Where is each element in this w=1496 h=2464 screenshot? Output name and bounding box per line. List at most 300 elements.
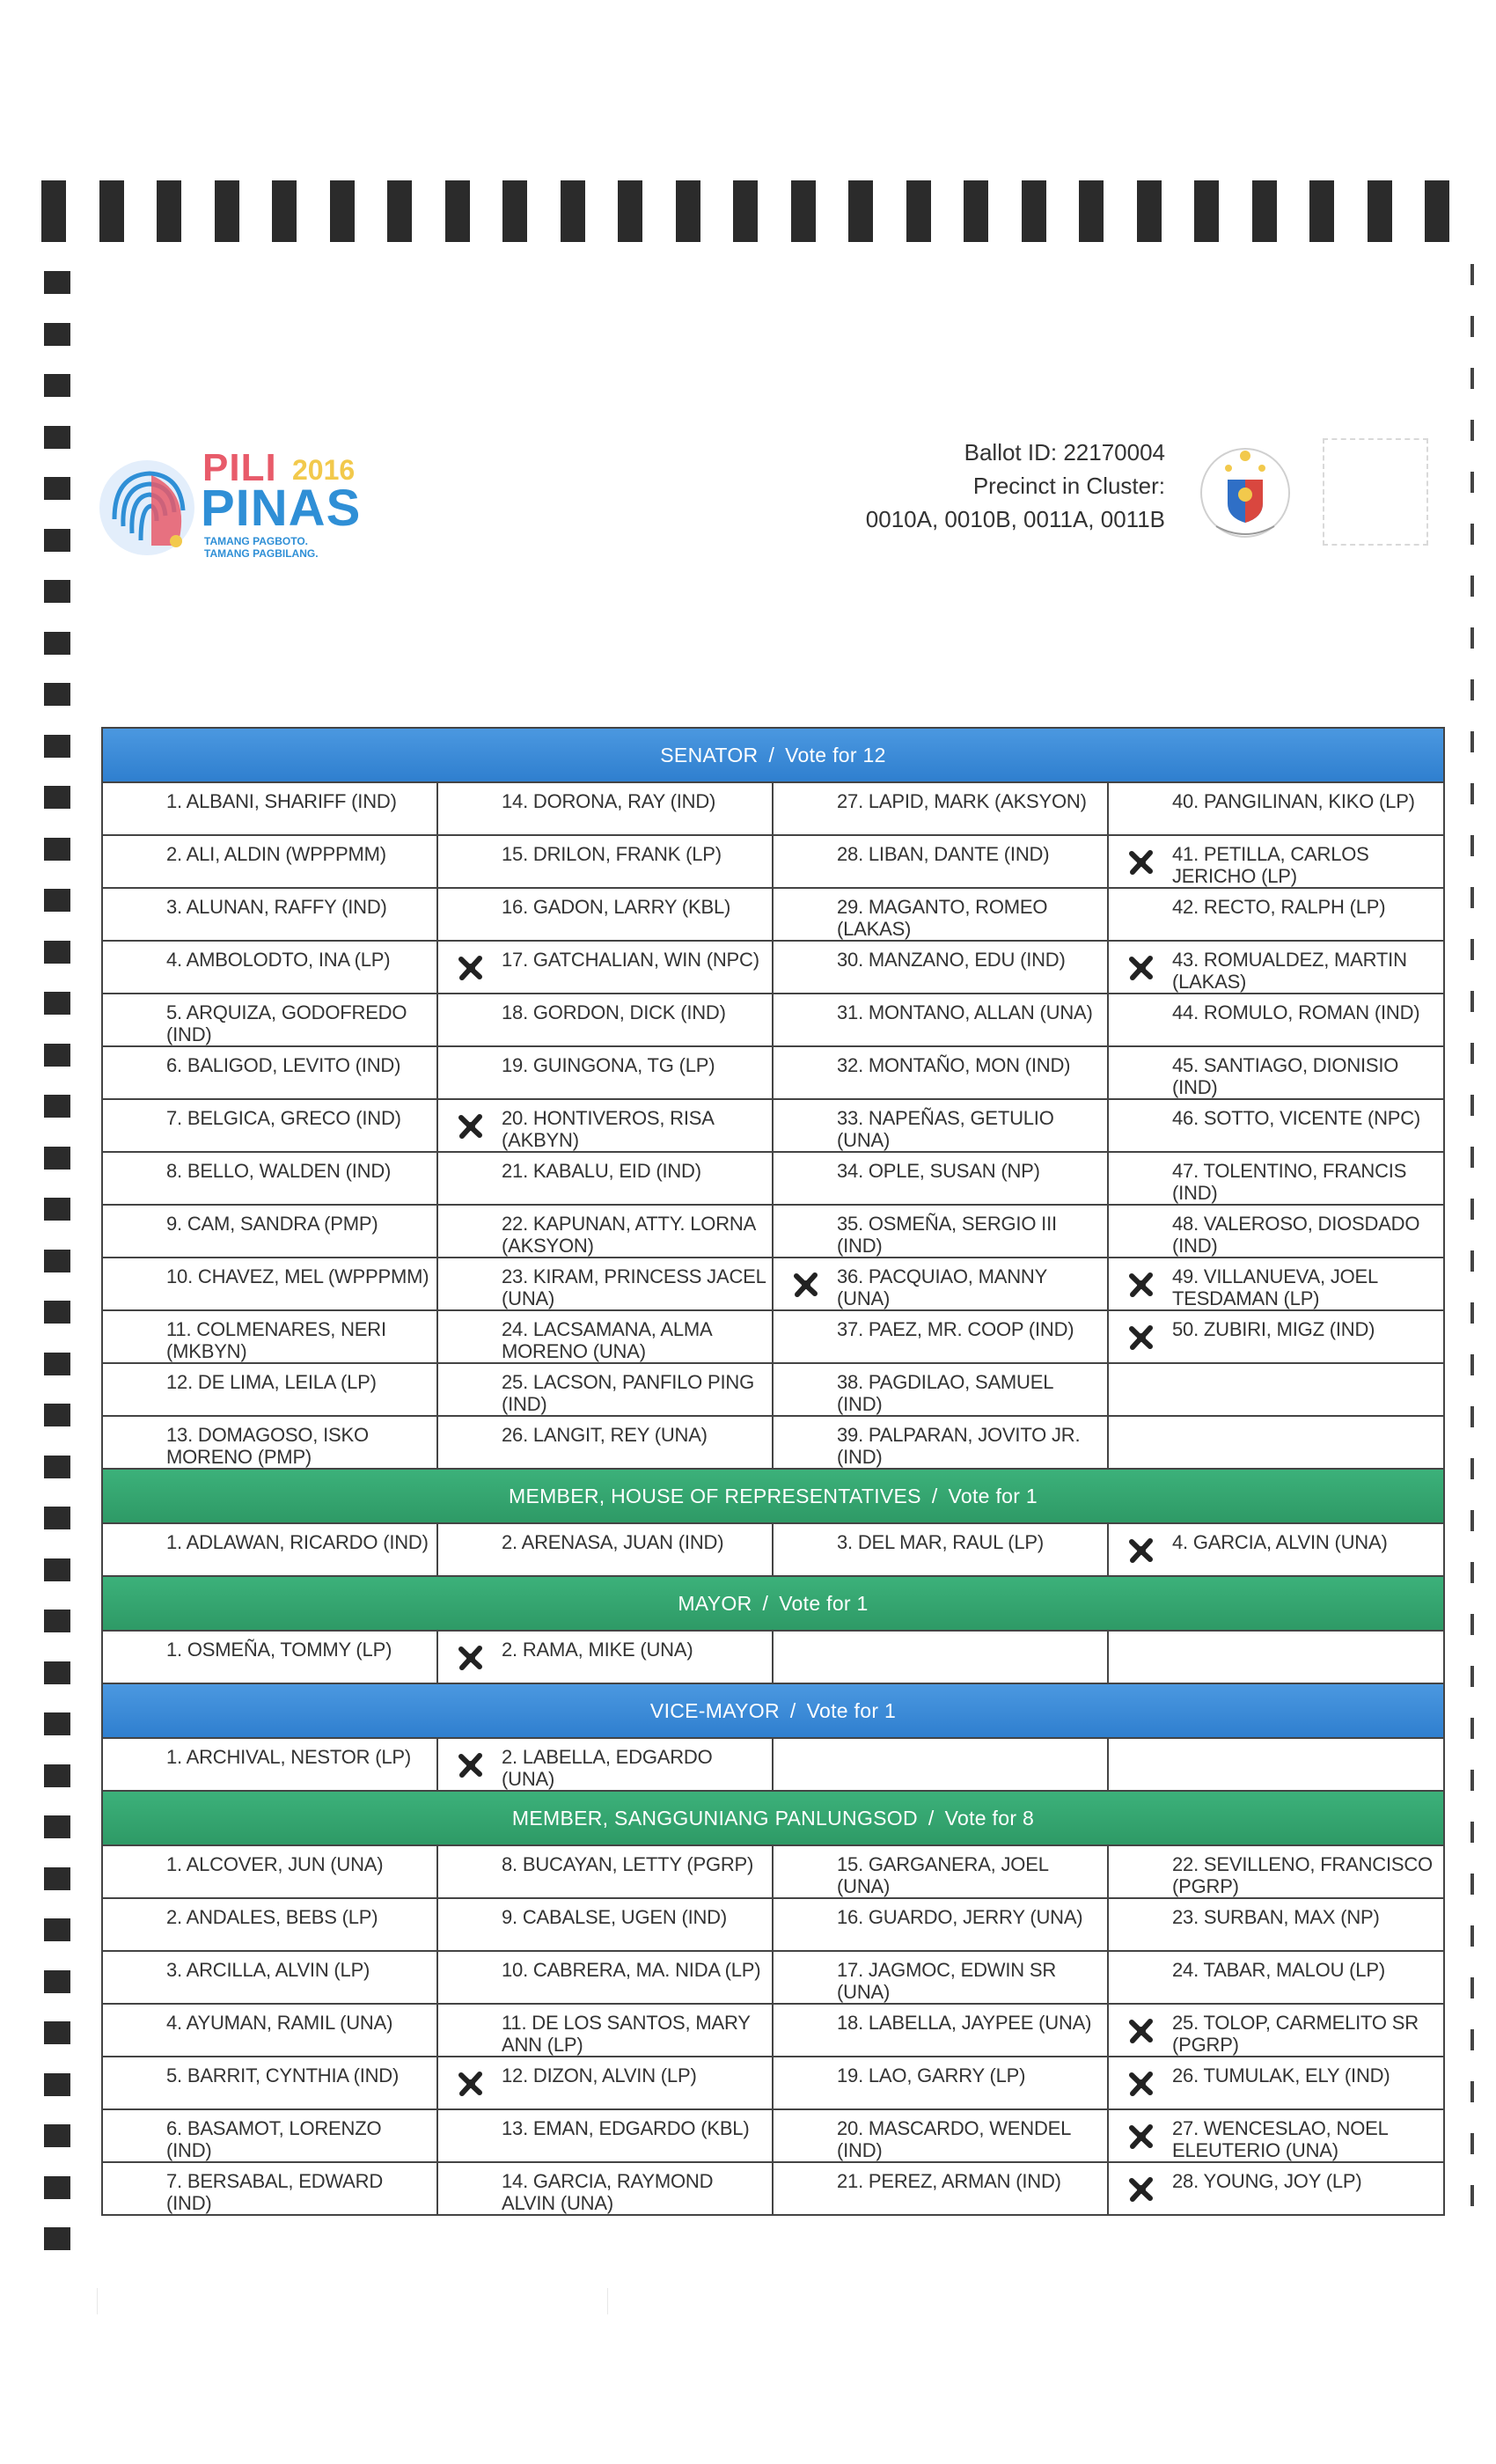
candidate-cell[interactable]: [103, 1632, 438, 1683]
faint-mark: [97, 2288, 98, 2314]
vote-mark-icon[interactable]: [451, 1644, 491, 1672]
vote-oval-icon[interactable]: [1121, 1060, 1162, 1088]
candidate-cell[interactable]: [103, 1311, 438, 1362]
candidate-name: 1. ALBANI, SHARIFF (IND): [166, 790, 397, 812]
ballot-id: Ballot ID: 22170004: [964, 439, 1165, 466]
candidate-name: 28. YOUNG, JOY (LP): [1172, 2170, 1362, 2192]
vote-mark-icon[interactable]: [786, 1271, 826, 1299]
timing-mark: [44, 1712, 70, 1735]
vote-mark-icon[interactable]: [451, 1751, 491, 1779]
vote-oval-icon[interactable]: [786, 1859, 826, 1887]
candidate-cell[interactable]: [1109, 836, 1443, 887]
vote-oval-icon[interactable]: [451, 901, 491, 929]
timing-mark: [44, 1353, 70, 1375]
vote-for-label: Vote for 1: [806, 1698, 897, 1722]
edge-tick: [1470, 1510, 1474, 1531]
timing-mark: [44, 477, 70, 500]
candidate-cell[interactable]: [103, 1206, 438, 1257]
edge-tick: [1470, 524, 1474, 545]
timing-mark: [44, 1301, 70, 1324]
vote-mark-icon[interactable]: [1121, 2070, 1162, 2098]
timing-mark: [44, 1918, 70, 1941]
candidate-cell[interactable]: [103, 1899, 438, 1950]
candidate-cell[interactable]: [774, 2163, 1109, 2214]
candidate-name: 36. PACQUIAO, MANNY (UNA): [837, 1265, 1047, 1309]
vote-mark-icon[interactable]: [1121, 1536, 1162, 1565]
ballot-row: [103, 889, 1443, 942]
candidate-cell[interactable]: [774, 2110, 1109, 2161]
timing-mark: [1309, 180, 1334, 242]
vote-oval-icon[interactable]: [786, 1060, 826, 1088]
candidate-cell[interactable]: [774, 1952, 1109, 2003]
candidate-cell[interactable]: [103, 1100, 438, 1151]
edge-tick: [1470, 1354, 1474, 1375]
vote-oval-icon[interactable]: [451, 1911, 491, 1940]
vote-oval-icon[interactable]: [451, 1324, 491, 1352]
candidate-name: 17. JAGMOC, EDWIN SR (UNA): [837, 1959, 1057, 2003]
candidate-cell[interactable]: [438, 1153, 774, 1204]
candidate-name: 25. LACSON, PANFILO PING (IND): [502, 1371, 754, 1415]
candidate-name: 3. ALUNAN, RAFFY (IND): [166, 896, 387, 918]
candidate-cell[interactable]: [774, 2057, 1109, 2108]
candidate-cell[interactable]: [774, 942, 1109, 993]
candidate-cell[interactable]: [438, 1311, 774, 1362]
timing-mark: [44, 580, 70, 603]
logo-year-text: 2016: [292, 454, 356, 486]
ballot-row: [103, 1739, 1443, 1792]
timing-mark: [44, 1867, 70, 1890]
vote-for-label: Vote for 1: [779, 1591, 869, 1615]
candidate-cell[interactable]: [1109, 1258, 1443, 1309]
timing-mark: [964, 180, 988, 242]
vote-oval-icon[interactable]: [786, 1536, 826, 1565]
timing-mark: [44, 1095, 70, 1118]
timing-mark: [44, 1198, 70, 1221]
candidate-cell[interactable]: [1109, 1311, 1443, 1362]
timing-mark: [44, 683, 70, 706]
candidate-cell[interactable]: [103, 1952, 438, 2003]
candidate-name: 19. LAO, GARRY (LP): [837, 2064, 1026, 2086]
timing-mark: [387, 180, 412, 242]
edge-tick: [1470, 1250, 1474, 1272]
vote-oval-icon[interactable]: [115, 954, 156, 982]
candidate-cell[interactable]: [774, 1524, 1109, 1575]
candidate-name: 27. WENCESLAO, NOEL ELEUTERIO (UNA): [1172, 2117, 1388, 2161]
candidate-name: 23. KIRAM, PRINCESS JACEL (UNA): [502, 1265, 766, 1309]
edge-tick: [1470, 2185, 1474, 2206]
vote-oval-icon[interactable]: [786, 2123, 826, 2151]
candidate-cell[interactable]: [1109, 1952, 1443, 2003]
candidate-name: 21. PEREZ, ARMAN (IND): [837, 2170, 1061, 2192]
section-header-vice-mayor: [103, 1684, 1443, 1739]
timing-mark: [215, 180, 239, 242]
timing-mark: [44, 2124, 70, 2147]
vote-oval-icon[interactable]: [115, 2123, 156, 2151]
candidate-cell[interactable]: [438, 1258, 774, 1309]
vote-mark-icon[interactable]: [1121, 1271, 1162, 1299]
faint-mark: [607, 2288, 608, 2314]
empty-cell: [1109, 1417, 1443, 1468]
candidate-cell[interactable]: [103, 1047, 438, 1098]
timing-mark: [791, 180, 816, 242]
vote-oval-icon[interactable]: [451, 1007, 491, 1035]
edge-tick: [1470, 1822, 1474, 1843]
vote-mark-icon[interactable]: [451, 2070, 491, 2098]
candidate-cell[interactable]: [438, 994, 774, 1045]
vote-for-label: Vote for 8: [944, 1806, 1035, 1830]
candidate-cell[interactable]: [438, 1739, 774, 1790]
vote-oval-icon[interactable]: [786, 1218, 826, 1246]
vote-oval-icon[interactable]: [786, 2070, 826, 2098]
candidate-cell[interactable]: [774, 1417, 1109, 1468]
candidate-name: 26. LANGIT, REY (UNA): [502, 1424, 708, 1446]
candidate-cell[interactable]: [774, 1047, 1109, 1098]
timing-mark: [44, 735, 70, 758]
vote-mark-icon[interactable]: [451, 1112, 491, 1140]
candidate-cell[interactable]: [1109, 1100, 1443, 1151]
candidate-cell[interactable]: [774, 1311, 1109, 1362]
vote-oval-icon[interactable]: [1121, 1218, 1162, 1246]
timing-mark: [44, 323, 70, 346]
candidate-cell[interactable]: [103, 1846, 438, 1897]
candidate-cell[interactable]: [1109, 2057, 1443, 2108]
candidate-name: 9. CABALSE, UGEN (IND): [502, 1906, 727, 1928]
vote-oval-icon[interactable]: [786, 1964, 826, 1992]
timing-mark: [44, 1764, 70, 1787]
section-title: MEMBER, HOUSE OF REPRESENTATIVES: [509, 1484, 921, 1507]
candidate-cell[interactable]: [774, 1206, 1109, 1257]
timing-mark: [44, 1250, 70, 1272]
candidate-cell[interactable]: [774, 836, 1109, 887]
candidate-cell[interactable]: [774, 1846, 1109, 1897]
candidate-cell[interactable]: [438, 889, 774, 940]
candidate-name: 1. ALCOVER, JUN (UNA): [166, 1853, 384, 1875]
candidate-cell[interactable]: [438, 1100, 774, 1151]
candidate-cell[interactable]: [774, 1100, 1109, 1151]
candidate-cell[interactable]: [1109, 889, 1443, 940]
candidate-cell[interactable]: [438, 942, 774, 993]
precinct-label: Precinct in Cluster:: [972, 473, 1165, 499]
candidate-cell[interactable]: [1109, 1206, 1443, 1257]
candidate-cell[interactable]: [438, 2110, 774, 2161]
ballot-row: [103, 2057, 1443, 2110]
candidate-cell[interactable]: [103, 1739, 438, 1790]
candidate-name: 6. BASAMOT, LORENZO (IND): [166, 2117, 382, 2161]
ballot-row: [103, 1899, 1443, 1952]
candidate-name: 28. LIBAN, DANTE (IND): [837, 843, 1050, 865]
empty-cell: [1109, 1364, 1443, 1415]
candidate-cell[interactable]: [1109, 2005, 1443, 2056]
timing-mark: [44, 271, 70, 294]
edge-tick: [1470, 627, 1474, 649]
vote-oval-icon[interactable]: [451, 1536, 491, 1565]
edge-tick: [1470, 1666, 1474, 1687]
vote-oval-icon[interactable]: [115, 2070, 156, 2098]
candidate-cell[interactable]: [774, 1258, 1109, 1309]
vote-oval-icon[interactable]: [115, 1429, 156, 1457]
vote-oval-icon[interactable]: [115, 1271, 156, 1299]
vote-mark-icon[interactable]: [1121, 1324, 1162, 1352]
empty-cell: [1109, 1632, 1443, 1683]
vote-oval-icon[interactable]: [786, 1911, 826, 1940]
ballot-row: [103, 2163, 1443, 2214]
candidate-name: 12. DIZON, ALVIN (LP): [502, 2064, 697, 2086]
vote-oval-icon[interactable]: [786, 2017, 826, 2045]
candidate-name: 14. GARCIA, RAYMOND ALVIN (UNA): [502, 2170, 714, 2214]
candidate-cell[interactable]: [438, 1047, 774, 1098]
vote-oval-icon[interactable]: [451, 1060, 491, 1088]
candidate-name: 33. NAPEÑAS, GETULIO (UNA): [837, 1107, 1054, 1151]
vote-oval-icon[interactable]: [115, 848, 156, 876]
candidate-cell[interactable]: [103, 836, 438, 887]
timing-mark: [733, 180, 758, 242]
vote-oval-icon[interactable]: [115, 1007, 156, 1035]
vote-oval-icon[interactable]: [115, 1218, 156, 1246]
vote-oval-icon[interactable]: [115, 1964, 156, 1992]
edge-tick: [1470, 991, 1474, 1012]
candidate-name: 17. GATCHALIAN, WIN (NPC): [502, 949, 759, 971]
candidate-name: 1. OSMEÑA, TOMMY (LP): [166, 1639, 392, 1661]
candidate-cell[interactable]: [438, 1899, 774, 1950]
vote-oval-icon[interactable]: [1121, 1964, 1162, 1992]
ballot-row: [103, 2005, 1443, 2057]
left-timing-marks: [44, 271, 74, 2251]
edge-tick: [1470, 1199, 1474, 1220]
candidate-cell[interactable]: [438, 836, 774, 887]
edge-tick: [1470, 887, 1474, 908]
candidate-cell[interactable]: [774, 1899, 1109, 1950]
candidate-cell[interactable]: [103, 942, 438, 993]
vote-oval-icon[interactable]: [115, 1644, 156, 1672]
edge-tick: [1470, 576, 1474, 597]
candidate-name: 1. ADLAWAN, RICARDO (IND): [166, 1531, 429, 1553]
vote-oval-icon[interactable]: [786, 1165, 826, 1193]
timing-mark: [44, 1404, 70, 1426]
vote-oval-icon[interactable]: [115, 1112, 156, 1140]
candidate-cell[interactable]: [1109, 1047, 1443, 1098]
ballot-row: [103, 1100, 1443, 1153]
vote-oval-icon[interactable]: [115, 901, 156, 929]
vote-mark-icon[interactable]: [1121, 954, 1162, 982]
vote-mark-icon[interactable]: [451, 954, 491, 982]
vote-oval-icon[interactable]: [451, 1165, 491, 1193]
vote-oval-icon[interactable]: [786, 796, 826, 824]
candidate-name: 6. BALIGOD, LEVITO (IND): [166, 1054, 401, 1076]
edge-tick: [1470, 1095, 1474, 1116]
vote-oval-icon[interactable]: [115, 1911, 156, 1940]
candidate-name: 50. ZUBIRI, MIGZ (IND): [1172, 1318, 1375, 1340]
candidate-cell[interactable]: [438, 2163, 774, 2214]
timing-mark: [1425, 180, 1449, 242]
ballot-row: [103, 1153, 1443, 1206]
candidate-cell[interactable]: [774, 994, 1109, 1045]
vote-oval-icon[interactable]: [1121, 1911, 1162, 1940]
vote-oval-icon[interactable]: [786, 1324, 826, 1352]
edge-tick: [1470, 835, 1474, 856]
candidate-cell[interactable]: [438, 1417, 774, 1468]
candidate-name: 15. DRILON, FRANK (LP): [502, 843, 722, 865]
edge-tick: [1470, 1147, 1474, 1168]
vote-oval-icon[interactable]: [786, 1376, 826, 1404]
vote-oval-icon[interactable]: [451, 1964, 491, 1992]
candidate-cell[interactable]: [103, 2005, 438, 2056]
logo-tagline-1: TAMANG PAGBOTO.: [204, 535, 308, 547]
vote-oval-icon[interactable]: [451, 1859, 491, 1887]
vote-oval-icon[interactable]: [451, 2017, 491, 2045]
edge-tick: [1470, 472, 1474, 493]
empty-cell: [774, 1739, 1109, 1790]
vote-oval-icon[interactable]: [786, 1007, 826, 1035]
timing-mark: [44, 838, 70, 861]
candidate-cell[interactable]: [103, 1417, 438, 1468]
timing-mark: [157, 180, 181, 242]
vote-oval-icon[interactable]: [451, 1218, 491, 1246]
candidate-cell[interactable]: [438, 783, 774, 834]
timing-mark: [44, 632, 70, 655]
candidate-cell[interactable]: [103, 889, 438, 940]
vote-oval-icon[interactable]: [115, 1376, 156, 1404]
candidate-name: 5. ARQUIZA, GODOFREDO (IND): [166, 1001, 407, 1045]
vote-oval-icon[interactable]: [1121, 1007, 1162, 1035]
candidate-cell[interactable]: [103, 2057, 438, 2108]
candidate-cell[interactable]: [438, 1206, 774, 1257]
candidate-name: 18. GORDON, DICK (IND): [502, 1001, 726, 1023]
vote-oval-icon[interactable]: [115, 796, 156, 824]
vote-oval-icon[interactable]: [115, 1859, 156, 1887]
vote-oval-icon[interactable]: [1121, 796, 1162, 824]
edge-tick: [1470, 1406, 1474, 1427]
edge-tick: [1470, 2029, 1474, 2050]
candidate-name: 30. MANZANO, EDU (IND): [837, 949, 1066, 971]
candidate-cell[interactable]: [774, 889, 1109, 940]
vote-oval-icon[interactable]: [451, 848, 491, 876]
candidate-name: 7. BERSABAL, EDWARD (IND): [166, 2170, 384, 2214]
candidate-cell[interactable]: [438, 2005, 774, 2056]
candidate-cell[interactable]: [1109, 1899, 1443, 1950]
pilipinas-2016-logo: [97, 446, 387, 563]
edge-tick: [1470, 731, 1474, 752]
candidate-cell[interactable]: [103, 1524, 438, 1575]
vote-oval-icon[interactable]: [451, 796, 491, 824]
candidate-name: 25. TOLOP, CARMELITO SR (PGRP): [1172, 2012, 1419, 2056]
edge-tick: [1470, 783, 1474, 804]
candidate-cell[interactable]: [1109, 783, 1443, 834]
timing-mark: [676, 180, 700, 242]
candidate-name: 19. GUINGONA, TG (LP): [502, 1054, 715, 1076]
candidate-cell[interactable]: [1109, 2163, 1443, 2214]
candidate-cell[interactable]: [774, 2005, 1109, 2056]
vote-oval-icon[interactable]: [786, 848, 826, 876]
vote-mark-icon[interactable]: [1121, 2123, 1162, 2151]
vote-oval-icon[interactable]: [1121, 1859, 1162, 1887]
edge-tick: [1470, 679, 1474, 700]
ballot-row: [103, 2110, 1443, 2163]
vote-oval-icon[interactable]: [115, 2017, 156, 2045]
candidate-cell[interactable]: [438, 1952, 774, 2003]
candidate-cell[interactable]: [438, 1846, 774, 1897]
vote-oval-icon[interactable]: [786, 2175, 826, 2204]
vote-oval-icon[interactable]: [115, 1060, 156, 1088]
ballot-row: [103, 1364, 1443, 1417]
candidate-cell[interactable]: [774, 783, 1109, 834]
section-header-member-sangguniang-panlungsod: [103, 1792, 1443, 1846]
candidate-cell[interactable]: [103, 783, 438, 834]
candidate-cell[interactable]: [774, 1364, 1109, 1415]
candidate-cell[interactable]: [103, 2110, 438, 2161]
candidate-cell[interactable]: [438, 1524, 774, 1575]
vote-oval-icon[interactable]: [786, 1429, 826, 1457]
candidate-cell[interactable]: [438, 1632, 774, 1683]
edge-tick: [1470, 1874, 1474, 1895]
timing-mark: [906, 180, 931, 242]
empty-dashed-box: [1323, 438, 1428, 546]
vote-oval-icon[interactable]: [451, 2175, 491, 2204]
vote-oval-icon[interactable]: [115, 1536, 156, 1565]
candidate-cell[interactable]: [103, 2163, 438, 2214]
vote-oval-icon[interactable]: [115, 1324, 156, 1352]
edge-tick: [1470, 1718, 1474, 1739]
edge-tick: [1470, 420, 1474, 441]
candidate-cell[interactable]: [1109, 994, 1443, 1045]
vote-oval-icon[interactable]: [786, 954, 826, 982]
candidate-name: 47. TOLENTINO, FRANCIS (IND): [1172, 1160, 1407, 1204]
vote-oval-icon[interactable]: [451, 1429, 491, 1457]
candidate-cell[interactable]: [103, 1258, 438, 1309]
vote-oval-icon[interactable]: [451, 1271, 491, 1299]
candidate-cell[interactable]: [1109, 1524, 1443, 1575]
candidate-cell[interactable]: [1109, 1846, 1443, 1897]
edge-tick: [1470, 1043, 1474, 1064]
candidate-cell[interactable]: [774, 1153, 1109, 1204]
candidate-cell[interactable]: [438, 1364, 774, 1415]
candidate-cell[interactable]: [1109, 1153, 1443, 1204]
candidate-cell[interactable]: [1109, 2110, 1443, 2161]
candidate-cell[interactable]: [438, 2057, 774, 2108]
candidate-cell[interactable]: [103, 1153, 438, 1204]
timing-mark: [848, 180, 873, 242]
candidate-name: 32. MONTAÑO, MON (IND): [837, 1054, 1071, 1076]
vote-oval-icon[interactable]: [786, 1112, 826, 1140]
candidate-name: 31. MONTANO, ALLAN (UNA): [837, 1001, 1093, 1023]
candidate-cell[interactable]: [103, 994, 438, 1045]
vote-oval-icon[interactable]: [1121, 901, 1162, 929]
vote-oval-icon[interactable]: [1121, 1165, 1162, 1193]
vote-oval-icon[interactable]: [786, 901, 826, 929]
separator: /: [931, 1484, 938, 1507]
vote-oval-icon[interactable]: [115, 1165, 156, 1193]
vote-mark-icon[interactable]: [1121, 848, 1162, 876]
vote-oval-icon[interactable]: [115, 2175, 156, 2204]
candidate-name: 41. PETILLA, CARLOS JERICHO (LP): [1172, 843, 1369, 887]
vote-oval-icon[interactable]: [115, 1751, 156, 1779]
edge-tick: [1470, 1614, 1474, 1635]
candidate-name: 35. OSMEÑA, SERGIO III (IND): [837, 1213, 1057, 1257]
vote-oval-icon[interactable]: [451, 1376, 491, 1404]
vote-for-label: Vote for 1: [948, 1484, 1038, 1507]
ballot-row: [103, 1258, 1443, 1311]
vote-mark-icon[interactable]: [1121, 2175, 1162, 2204]
vote-mark-icon[interactable]: [1121, 2017, 1162, 2045]
candidate-name: 21. KABALU, EID (IND): [502, 1160, 701, 1182]
ballot-row: [103, 1311, 1443, 1364]
ballot-row: [103, 1417, 1443, 1470]
vote-oval-icon[interactable]: [1121, 1112, 1162, 1140]
timing-mark: [44, 2176, 70, 2199]
vote-oval-icon[interactable]: [451, 2123, 491, 2151]
candidate-cell[interactable]: [1109, 942, 1443, 993]
candidate-cell[interactable]: [103, 1364, 438, 1415]
candidate-name: 37. PAEZ, MR. COOP (IND): [837, 1318, 1074, 1340]
